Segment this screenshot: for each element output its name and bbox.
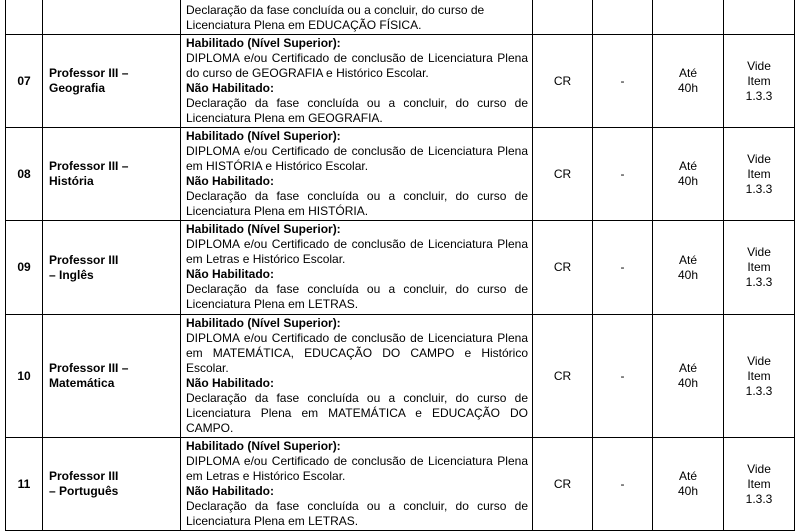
table-row: [6, 35, 795, 128]
carga-cell: [653, 128, 724, 221]
nao-habilitado-title: Não Habilitado:: [186, 484, 275, 498]
nao-habilitado-text: Declaração da fase concluída ou a concluir, do curso de Licenciatura Plena em LETRAS.: [186, 499, 528, 528]
venc-line: Vide: [747, 353, 771, 368]
row-number: 08: [6, 128, 43, 221]
vagas-cell: [533, 0, 593, 35]
cargo-cell: [43, 128, 181, 221]
cargo-cell: [43, 221, 181, 315]
habilitado-block: [186, 222, 528, 237]
venc-cell: [724, 315, 795, 438]
venc-line: Vide: [747, 461, 771, 476]
pne-cell: -: [593, 221, 653, 315]
requirement-line: Licenciatura Plena em EDUCAÇÃO FÍSICA.: [186, 18, 422, 32]
pne-cell: [593, 0, 653, 35]
venc-line: Vide: [747, 58, 771, 73]
venc-cell: [724, 0, 795, 35]
requirement-cell: [181, 128, 533, 221]
carga-line: 40h: [677, 484, 699, 498]
habilitado-block: [186, 129, 528, 144]
table-row: [6, 221, 795, 315]
venc-line: 1.3.3: [745, 181, 773, 196]
venc-line: Item: [747, 73, 771, 88]
vagas-cell: CR: [533, 315, 593, 438]
vacancy-table-body: [6, 0, 795, 531]
nao-habilitado-text: Declaração da fase concluída ou a concluir, do curso de Licenciatura Plena em GEOGRAFIA.: [186, 96, 528, 125]
venc-cell: [724, 35, 795, 128]
habilitado-text: DIPLOMA e/ou Certificado de conclusão de Licenciatura Plena em MATEMÁTICA, EDUCAÇÃO DO CAMPO e Histórico Escolar.: [186, 331, 528, 375]
carga-line: Até: [678, 66, 697, 80]
vagas-cell: CR: [533, 128, 593, 221]
habilitado-title: Habilitado (Nível Superior):: [186, 316, 341, 330]
carga-cell: [653, 0, 724, 35]
carga-cell: [653, 315, 724, 438]
venc-cell: [724, 221, 795, 315]
carga-cell: [653, 438, 724, 531]
habilitado-text: DIPLOMA e/ou Certificado de conclusão de Licenciatura Plena em Letras e Histórico Escolar.: [186, 454, 528, 483]
vagas-cell: CR: [533, 221, 593, 315]
carga-cell: [653, 35, 724, 128]
cargo-cell: [43, 315, 181, 438]
carga-line: 40h: [677, 267, 699, 282]
pne-cell: -: [593, 438, 653, 531]
venc-line: 1.3.3: [745, 383, 773, 398]
table-row: [6, 128, 795, 221]
pne-cell: -: [593, 35, 653, 128]
row-number: 07: [6, 35, 43, 128]
habilitado-block: [186, 316, 528, 331]
venc-line: Item: [747, 260, 771, 274]
venc-line: Item: [747, 166, 771, 181]
habilitado-title: Habilitado (Nível Superior):: [186, 129, 341, 143]
carga-cell: [653, 221, 724, 315]
venc-line: Vide: [747, 151, 771, 166]
venc-line: Item: [747, 368, 771, 383]
venc-line: 1.3.3: [745, 88, 773, 103]
cargo-line: – Português: [49, 484, 119, 498]
row-number: 10: [6, 315, 43, 438]
cargo-line: Professor III: [49, 252, 119, 267]
habilitado-title: Habilitado (Nível Superior):: [186, 36, 341, 50]
carga-line: 40h: [677, 81, 699, 95]
venc-cell: [724, 128, 795, 221]
vagas-cell: CR: [533, 35, 593, 128]
requirement-cell: [181, 221, 533, 315]
venc-line: Vide: [747, 245, 771, 259]
habilitado-text: DIPLOMA e/ou Certificado de conclusão de Licenciatura Plena em Letras e Histórico Escolar.: [186, 237, 528, 266]
requirement-cell: [181, 315, 533, 438]
vagas-cell: CR: [533, 438, 593, 531]
nao-habilitado-block: [186, 484, 528, 499]
nao-habilitado-title: Não Habilitado:: [186, 174, 275, 188]
table-row-partial: [6, 0, 795, 35]
row-number: 09: [6, 221, 43, 315]
cargo-cell: [43, 0, 181, 35]
nao-habilitado-title: Não Habilitado:: [186, 267, 275, 281]
venc-line: Item: [747, 476, 771, 491]
requirement-cell: [181, 438, 533, 531]
row-number: 11: [6, 438, 43, 531]
cargo-line: Matemática: [49, 376, 115, 390]
nao-habilitado-title: Não Habilitado:: [186, 81, 275, 95]
pne-cell: -: [593, 315, 653, 438]
venc-cell: [724, 438, 795, 531]
nao-habilitado-text: Declaração da fase concluída ou a concluir, do curso de Licenciatura Plena em LETRAS.: [186, 282, 528, 311]
habilitado-text: DIPLOMA e/ou Certificado de conclusão de Licenciatura Plena do curso de GEOGRAFIA e Histórico Escolar.: [186, 51, 528, 80]
nao-habilitado-block: [186, 267, 528, 282]
habilitado-title: Habilitado (Nível Superior):: [186, 439, 341, 453]
carga-line: Até: [678, 469, 697, 483]
requirement-cell: [181, 0, 533, 35]
habilitado-block: [186, 439, 528, 454]
requirement-line: Declaração da fase concluída ou a concluir, do curso de: [186, 3, 485, 17]
nao-habilitado-text: Declaração da fase concluída ou a concluir, do curso de Licenciatura Plena em HISTÓRIA.: [186, 189, 528, 218]
carga-line: 40h: [677, 174, 699, 188]
habilitado-text: DIPLOMA e/ou Certificado de conclusão de Licenciatura Plena em HISTÓRIA e Histórico Escolar.: [186, 144, 528, 173]
cargo-cell: [43, 35, 181, 128]
nao-habilitado-block: [186, 81, 528, 96]
nao-habilitado-title: Não Habilitado:: [186, 376, 275, 390]
cargo-line: História: [49, 174, 94, 188]
cargo-line: – Inglês: [49, 267, 94, 282]
requirement-cell: [181, 35, 533, 128]
vacancy-table: [5, 0, 795, 531]
venc-line: 1.3.3: [745, 491, 773, 506]
cargo-line: Professor III: [49, 469, 119, 483]
cargo-line: Professor III –: [49, 159, 129, 173]
carga-line: Até: [678, 159, 697, 173]
venc-line: 1.3.3: [745, 275, 773, 289]
carga-line: Até: [678, 361, 697, 375]
carga-line: 40h: [677, 376, 699, 390]
pne-cell: -: [593, 128, 653, 221]
cargo-line: Professor III –: [49, 361, 129, 375]
carga-line: Até: [678, 252, 697, 267]
table-row: [6, 438, 795, 531]
nao-habilitado-block: [186, 174, 528, 189]
habilitado-block: [186, 36, 528, 51]
habilitado-title: Habilitado (Nível Superior):: [186, 222, 341, 236]
nao-habilitado-text: Declaração da fase concluída ou a concluir, do curso de Licenciatura Plena em MATEMÁTICA e EDUCAÇÃO DO CAMPO.: [186, 391, 528, 435]
cargo-line: Geografia: [49, 81, 106, 95]
cargo-cell: [43, 438, 181, 531]
cargo-line: Professor III –: [49, 66, 129, 80]
nao-habilitado-block: [186, 376, 528, 391]
table-row: [6, 315, 795, 438]
num-cell: [6, 0, 43, 35]
